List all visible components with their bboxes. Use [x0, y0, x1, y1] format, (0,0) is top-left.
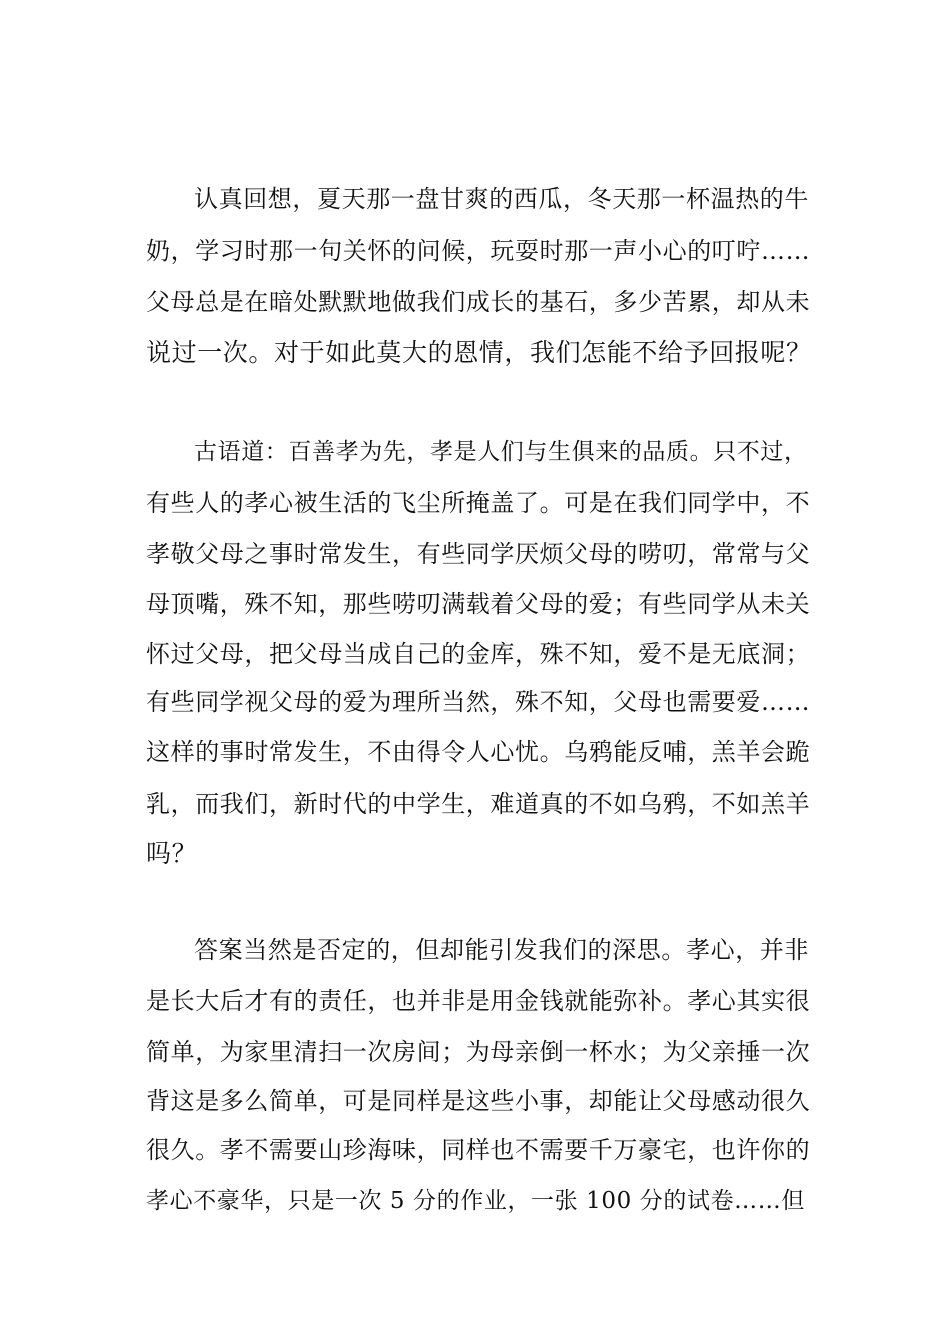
- paragraph-3-line-2: 是长大后才有的责任，也并非是用金钱就能弥补。孝心其实很: [146, 987, 811, 1015]
- paragraph-3-line-4: 背这是多么简单，可是同样是这些小事，却能让父母感动很久: [146, 1087, 811, 1115]
- paragraph-1-line-3: 父母总是在暗处默默地做我们成长的基石，多少苦累，却从未: [146, 288, 811, 316]
- paragraph-3-line-3: 简单，为家里清扫一次房间；为母亲倒一杯水；为父亲捶一次: [146, 1038, 811, 1066]
- paragraph-2-line-9: 吗？: [146, 839, 198, 868]
- paragraph-3-line-1: 答案当然是否定的，但却能引发我们的深思。孝心，并非: [194, 936, 809, 964]
- paragraph-3-line-6: 孝心不豪华，只是一次 5 分的作业，一张 100 分的试卷……但: [146, 1188, 805, 1214]
- paragraph-3-line-5: 很久。孝不需要山珍海味，同样也不需要千万豪宅，也许你的: [146, 1136, 811, 1164]
- paragraph-1-line-2: 奶，学习时那一句关怀的问候，玩耍时那一声小心的叮咛……: [146, 237, 811, 265]
- paragraph-2-line-4: 母顶嘴，殊不知，那些唠叨满载着父母的爱；有些同学从未关: [146, 590, 811, 618]
- paragraph-2-line-1: 古语道：百善孝为先，孝是人们与生俱来的品质。只不过，: [194, 439, 808, 465]
- paragraph-2-line-2: 有些人的孝心被生活的飞尘所掩盖了。可是在我们同学中，不: [146, 489, 811, 517]
- paragraph-1-line-1: 认真回想，夏天那一盘甘爽的西瓜，冬天那一杯温热的牛: [194, 185, 809, 213]
- paragraph-2-line-5: 怀过父母，把父母当成自己的金库，殊不知，爱不是无底洞；: [146, 640, 811, 668]
- paragraph-1-line-4: 说过一次。对于如此莫大的恩情，我们怎能不给予回报呢？: [146, 338, 812, 367]
- paragraph-2-line-7: 这样的事时常发生，不由得令人心忧。乌鸦能反哺，羔羊会跪: [146, 738, 811, 766]
- paragraph-2-line-3: 孝敬父母之事时常发生，有些同学厌烦父母的唠叨，常常与父: [146, 540, 811, 568]
- paragraph-2-line-6: 有些同学视父母的爱为理所当然，殊不知，父母也需要爱……: [146, 688, 811, 716]
- paragraph-2-line-8: 乳，而我们，新时代的中学生，难道真的不如乌鸦，不如羔羊: [146, 790, 811, 818]
